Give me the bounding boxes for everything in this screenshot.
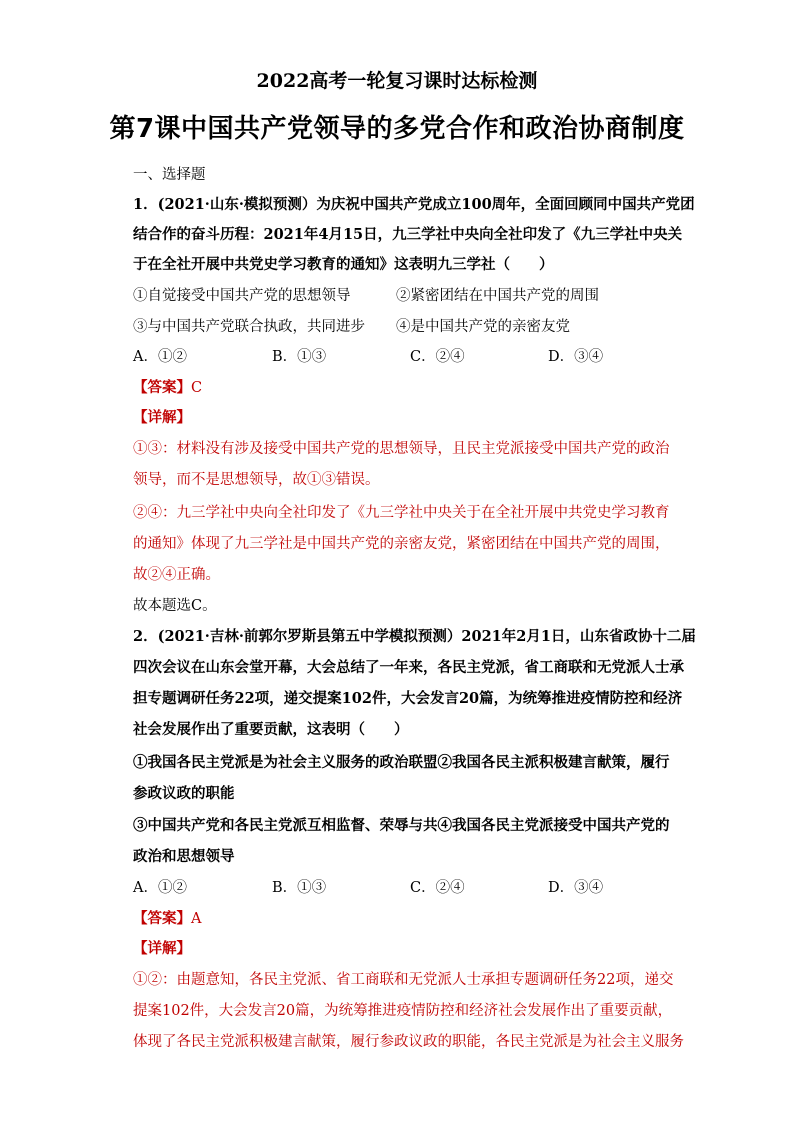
q1-stem-line-3: 于在全社开展中共党史学习教育的通知》这表明九三学社（ ） (133, 256, 554, 273)
q1-explanation-line-3: ②④：九三学社中央向全社印发了《九三学社中央关于在全社开展中共党史学习教育 (133, 505, 670, 521)
q1-conclusion: 故本题选C。 (133, 598, 217, 614)
q1-explanation-line-1: ①③：材料没有涉及接受中国共产党的思想领导，且民主党派接受中国共产党的政治 (133, 441, 670, 457)
q2-statement-1-2-cont: 参政议政的职能 (133, 785, 235, 802)
q2-statement-1-2: ①我国各民主党派是为社会主义服务的政治联盟②我国各民主派积极建言献策，履行 (133, 754, 670, 771)
q2-explanation-line-1: ①②：由题意知，各民主党派、省工商联和无党派人士承担专题调研任务22项，递交 (133, 972, 674, 988)
q2-stem-line-1: 2．(2021·吉林·前郭尔罗斯县第五中学模拟预测）2021年2月1日，山东省政协十二届 (133, 628, 696, 645)
q2-statement-3-4: ③中国共产党和各民主党派互相监督、荣辱与共④我国各民主党派接受中国共产党的 (133, 817, 670, 834)
q1-option-c: C．②④ (410, 349, 465, 365)
q2-stem-line-2: 四次会议在山东会堂开幕，大会总结了一年来，各民主党派，省工商联和无党派人士承 (133, 659, 684, 676)
q1-explanation-line-2: 领导，而不是思想领导，故①③错误。 (133, 472, 380, 488)
answer-value: A (191, 911, 202, 927)
q1-statement-4: ④是中国共产党的亲密友党 (396, 319, 570, 335)
q1-explanation-line-4: 的通知》体现了九三学社是中国共产党的亲密友党，紧密团结在中国共产党的周围， (133, 536, 670, 552)
q1-statement-1: ①自觉接受中国共产党的思想领导 (133, 288, 351, 304)
q2-option-d: D．③④ (548, 880, 604, 896)
q1-detail-label: 【详解】 (133, 409, 191, 426)
q1-option-a: A．①② (133, 349, 187, 365)
q1-stem-line-2: 结合作的奋斗历程：2021年4月15日，九三学社中央向全社印发了《九三学社中央关 (133, 226, 683, 243)
q1-stem-line-1: 1．(2021·山东·模拟预测）为庆祝中国共产党成立100周年，全面回顾同中国共产党团 (133, 196, 695, 213)
q1-statement-3: ③与中国共产党联合执政，共同进步 (133, 319, 365, 335)
q2-stem-line-4: 社会发展作出了重要贡献，这表明（ ） (133, 721, 409, 738)
q2-option-c: C．②④ (410, 880, 465, 896)
q2-explanation-line-2: 提案102件，大会发言20篇，为统筹推进疫情防控和经济社会发展作出了重要贡献， (133, 1003, 673, 1019)
page-title: 2022高考一轮复习课时达标检测 (256, 70, 538, 92)
answer-label: 【答案】 (133, 379, 191, 396)
q2-answer (133, 910, 201, 928)
q1-explanation-line-5: 故②④正确。 (133, 567, 220, 583)
q1-answer (133, 379, 202, 397)
q2-statement-3-4-cont: 政治和思想领导 (133, 848, 235, 865)
q2-option-a: A．①② (133, 880, 187, 896)
q1-statement-2: ②紧密团结在中国共产党的周围 (396, 288, 599, 304)
q1-option-d: D．③④ (548, 349, 604, 365)
q2-detail-label: 【详解】 (133, 940, 191, 957)
lesson-title: 第7课中国共产党领导的多党合作和政治协商制度 (109, 114, 685, 144)
q1-option-b: B．①③ (272, 349, 327, 365)
answer-value: C (191, 380, 203, 396)
q2-stem-line-3: 担专题调研任务22项，递交提案102件，大会发言20篇，为统筹推进疫情防控和经济 (133, 690, 683, 707)
section-heading: 一、选择题 (133, 167, 206, 183)
q2-option-b: B．①③ (272, 880, 327, 896)
answer-label: 【答案】 (133, 910, 191, 927)
q2-explanation-line-3: 体现了各民主党派积极建言献策，履行参政议政的职能，各民主党派是为社会主义服务 (133, 1034, 684, 1050)
